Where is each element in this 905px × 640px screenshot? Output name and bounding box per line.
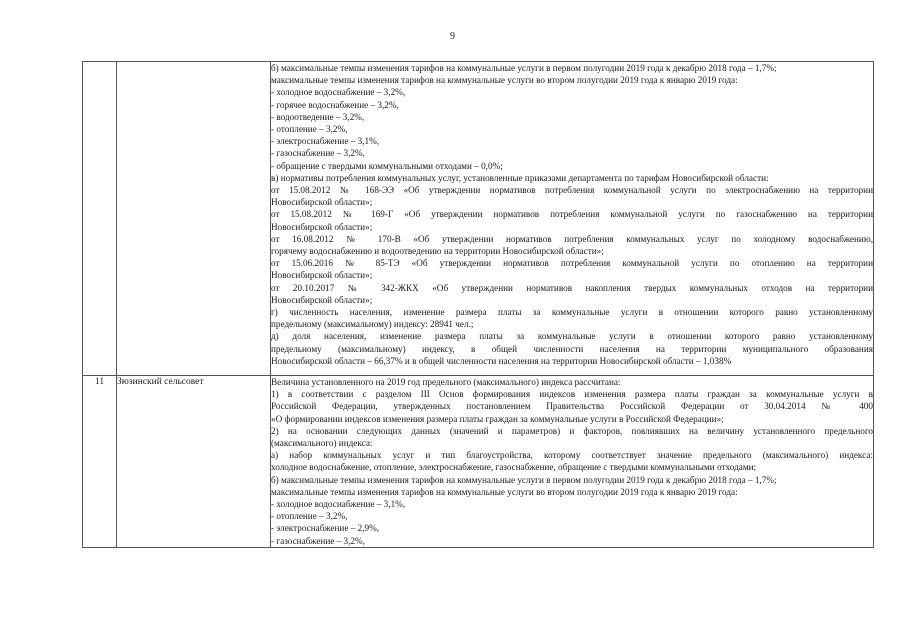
table-row <box>83 376 874 548</box>
text-line: предельному (максимальному) индексу: 28941 чел.; <box>271 319 474 330</box>
text-line: Новосибирской области»; <box>271 270 373 281</box>
text-line: - водоотведение – 3,2%, <box>271 111 365 122</box>
text-line: (максимального) индекса: <box>271 437 373 448</box>
text-line: предельному (максимальному) индексу, в общей численности населения на территории муниципального образования <box>271 343 873 354</box>
table-row <box>83 62 874 376</box>
text-line: от 16.08.2012 № 170-В «Об утверждении нормативов потребления коммунальных услуг по холодному водоснабжению, <box>271 233 873 244</box>
text-line: максимальные темпы изменения тарифов на коммунальные услуги во втором полугодии 2019 года к январю 2019 года: <box>271 486 738 497</box>
text-line: от 15.08.2012 № 169-Г «Об утверждении нормативов потребления коммунальной услуги по газоснабжению на территории <box>271 209 873 220</box>
text-line: б) максимальные темпы изменения тарифов на коммунальные услуги в первом полугодии 2019 года к декабрю 2018 года – 1,7%; <box>271 474 777 485</box>
text-line: д) доля населения, изменение размера платы за коммунальные услуги в отношении которого равно установленному <box>271 331 873 342</box>
text-line: - газоснабжение – 3,2%, <box>271 535 365 546</box>
text-line: Новосибирской области»; <box>271 294 373 305</box>
text-line: - электроснабжение – 3,1%, <box>271 136 380 147</box>
text-line: Новосибирской области»; <box>271 221 373 232</box>
page-number: 9 <box>450 31 455 42</box>
text-line: - электроснабжение – 2,9%, <box>271 523 380 534</box>
text-line: от 15.08.2012 № 168-ЭЭ «Об утверждении нормативов потребления коммунальной услуги по электроснабжению на территории <box>271 185 873 196</box>
row-number-cell: 11 <box>83 376 117 548</box>
text-line: 2) на основании следующих данных (значений и параметров) и факторов, повлиявших на величину установленного предельного <box>271 425 873 436</box>
text-line: от 15.06.2016 № 85-ТЭ «Об утверждении нормативов потребления коммунальной услуги по отоплению на территории <box>271 258 873 269</box>
text-line: холодное водоснабжение, отопление, электроснабжение, газоснабжение, обращение с твердыми коммунальными отходами; <box>271 462 757 473</box>
index-description-cell <box>271 376 874 548</box>
text-line: Российской Федерации, утвержденных постановлением Правительства Российской Федерации от 30.04.2014 № 400 <box>271 401 873 412</box>
text-line: - обращение с твердыми коммунальными отходами – 0,0%; <box>271 160 503 171</box>
municipality-name-cell: Зюзинский сельсовет <box>117 376 271 548</box>
tariff-index-table <box>82 61 874 548</box>
text-line: - холодное водоснабжение – 3,1%, <box>271 498 406 509</box>
text-line: - отопление – 3,2%, <box>271 511 348 522</box>
text-line: г) численность населения, изменение размера платы за коммунальные услуги в отношении которого равно установленному <box>271 306 873 317</box>
row-number-cell <box>83 62 117 376</box>
text-line: в) нормативы потребления коммунальных услуг, установленные приказами департамента по тарифам Новосибирской области: <box>271 172 769 183</box>
text-line: - холодное водоснабжение – 3,2%, <box>271 87 406 98</box>
index-description-cell <box>271 62 874 376</box>
text-line: 1) в соответствии с разделом III Основ формирования индексов изменения размера платы граждан за коммунальные услуги в <box>271 389 873 400</box>
text-line: а) набор коммунальных услуг и тип благоустройства, которому соответствует значение предельного (максимального) индекса: <box>271 450 873 461</box>
text-line: б) максимальные темпы изменения тарифов на коммунальные услуги в первом полугодии 2019 года к декабрю 2018 года – 1,7%; <box>271 63 777 73</box>
text-line: Величина установленного на 2019 год предельного (максимального) индекса рассчитана: <box>271 377 621 387</box>
text-line: - горячее водоснабжение – 3,2%, <box>271 99 399 110</box>
text-line: от 20.10.2017 № 342-ЖКХ «Об утверждении нормативов накопления твердых коммунальных отходов на территории <box>271 282 873 293</box>
text-line: Новосибирской области»; <box>271 197 373 208</box>
text-line: горячему водоснабжению и водоотведению на территории Новосибирской области»; <box>271 246 604 256</box>
text-line: максимальные темпы изменения тарифов на коммунальные услуги во втором полугодии 2019 года к январю 2019 года: <box>271 75 738 86</box>
text-line: - газоснабжение – 3,2%, <box>271 148 365 159</box>
text-line: - отопление – 3,2%, <box>271 124 348 135</box>
text-line: Новосибирской области – 66,37% и в общей численности населения на территории Новосибирской области – 1,038% <box>271 355 732 366</box>
municipality-name-cell <box>117 62 271 376</box>
text-line: «О формировании индексов изменения размера платы граждан за коммунальные услуги в Российской Федерации»; <box>271 413 724 424</box>
